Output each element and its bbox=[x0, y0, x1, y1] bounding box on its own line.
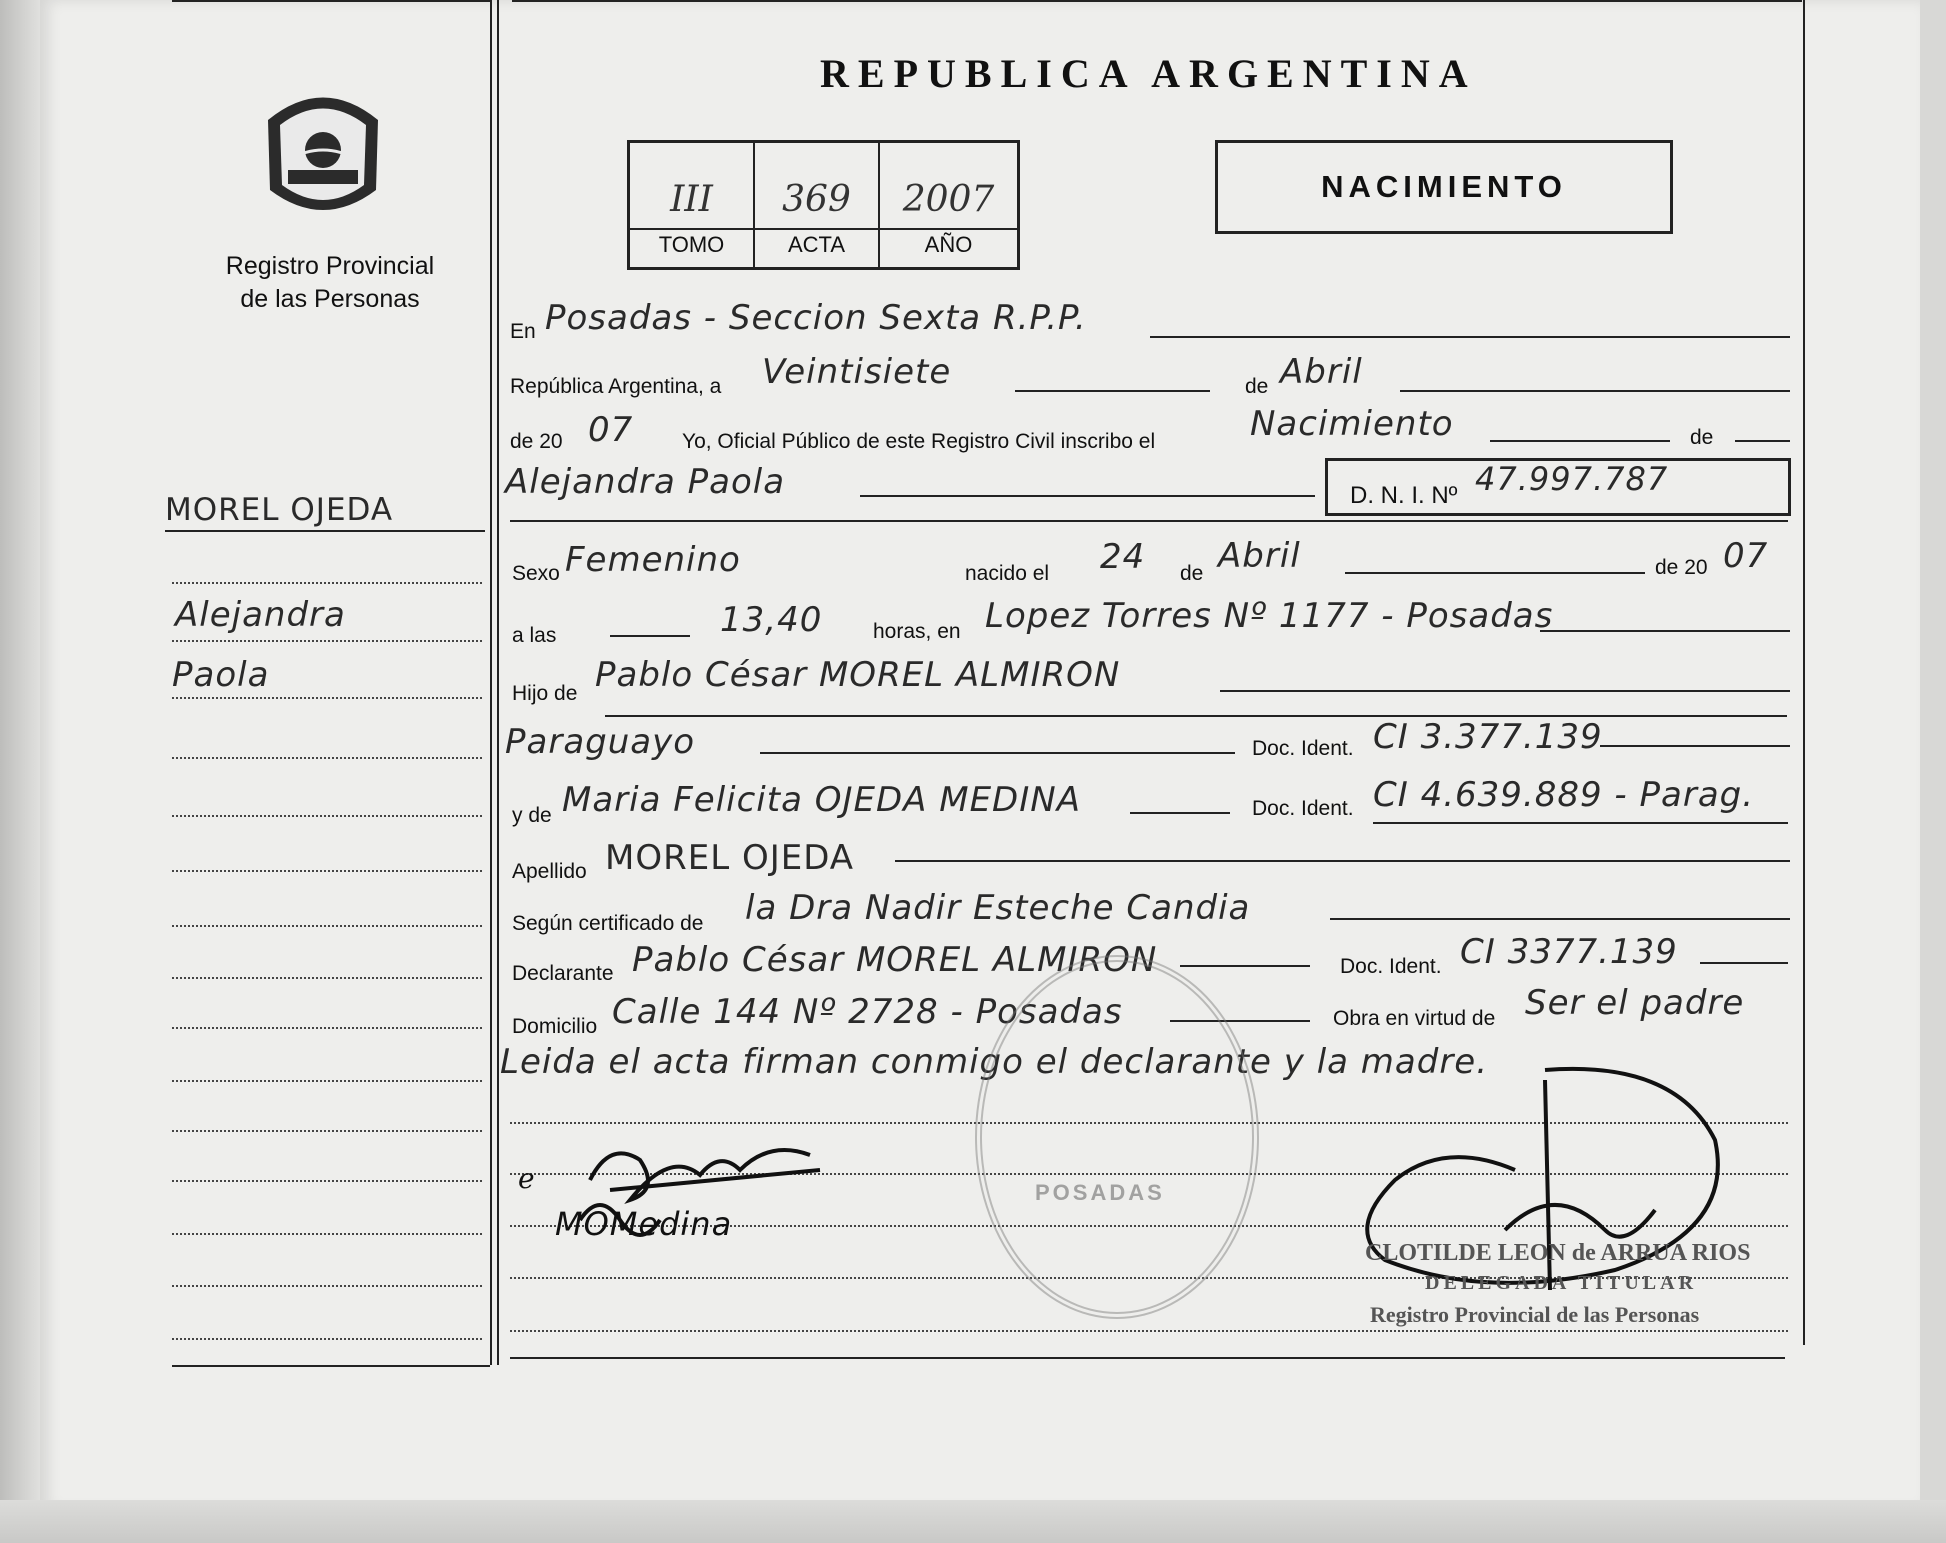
dni-label: D. N. I. Nº bbox=[1350, 482, 1458, 509]
line-8b-rule bbox=[1600, 745, 1790, 747]
margin-dotline bbox=[172, 870, 482, 872]
anio-label: AÑO bbox=[924, 232, 973, 257]
blank-dotline bbox=[510, 1330, 1788, 1332]
margin-top-rule bbox=[172, 0, 490, 2]
line-6a-rule bbox=[610, 635, 690, 637]
acta-label: ACTA bbox=[787, 232, 846, 257]
doc-label-3: Doc. Ident. bbox=[1340, 955, 1442, 978]
titular-role: DELEGADA TITULAR bbox=[1425, 1272, 1698, 1294]
declarante-value: Pablo César MOREL ALMIRON bbox=[632, 940, 1158, 980]
tomo-cell bbox=[630, 143, 755, 267]
document-title: REPUBLICA ARGENTINA bbox=[820, 51, 1477, 96]
line-12a-rule bbox=[1180, 965, 1310, 967]
titular-name: CLOTILDE LEON de ARRUA RIOS bbox=[1365, 1240, 1751, 1266]
leida-text: Leida el acta firman conmigo el declarante y la madre. bbox=[500, 1042, 1489, 1082]
lugar-value: Lopez Torres Nº 1177 - Posadas bbox=[985, 596, 1554, 636]
margin-dotline bbox=[172, 1027, 482, 1029]
margin-dotline bbox=[172, 977, 482, 979]
en-value: Posadas - Seccion Sexta R.P.P. bbox=[545, 298, 1087, 338]
sexo-value: Femenino bbox=[565, 540, 741, 580]
de-label-2: de bbox=[1690, 426, 1714, 449]
margin-given-1: Alejandra bbox=[175, 595, 346, 635]
acta-value: 369 bbox=[782, 179, 851, 220]
line-2a-rule bbox=[1015, 390, 1210, 392]
segun-label: Según certificado de bbox=[512, 912, 704, 935]
margin-bottom-rule bbox=[172, 1365, 490, 1367]
de-label: de bbox=[1245, 375, 1269, 398]
titular-registry: Registro Provincial de las Personas bbox=[1370, 1302, 1700, 1327]
line-3a-rule bbox=[1490, 440, 1670, 442]
line-7-rule bbox=[1220, 690, 1790, 692]
registry-line1: Registro Provincial bbox=[225, 252, 435, 280]
obra-label: Obra en virtud de bbox=[1333, 1007, 1496, 1030]
page-bottom-edge bbox=[0, 1500, 1946, 1543]
line-3b-rule bbox=[1735, 440, 1790, 442]
nombre-value: Alejandra Paola bbox=[505, 462, 786, 502]
line-10-rule bbox=[895, 860, 1790, 862]
declarante-doc: CI 3377.139 bbox=[1460, 932, 1678, 972]
margin-divider-left bbox=[490, 0, 492, 1365]
hijo-label: Hijo de bbox=[512, 682, 578, 705]
line-9a-rule bbox=[1130, 812, 1230, 814]
line-11-rule bbox=[1330, 918, 1790, 920]
margin-dotline bbox=[172, 757, 482, 759]
declarante-label: Declarante bbox=[512, 962, 614, 985]
stamp-city: POSADAS bbox=[1035, 1180, 1165, 1205]
margin-dotline bbox=[172, 815, 482, 817]
line-1-rule bbox=[1150, 336, 1790, 338]
domicilio-label: Domicilio bbox=[512, 1015, 598, 1038]
margin-dotline bbox=[172, 1233, 482, 1235]
month: Abril bbox=[1280, 352, 1363, 392]
registry-line2: de las Personas bbox=[240, 285, 420, 313]
horas-label: horas, en bbox=[873, 620, 961, 643]
alas-label: a las bbox=[512, 624, 557, 647]
day-words: Veintisiete bbox=[762, 352, 952, 392]
sexo-label: Sexo bbox=[512, 562, 560, 585]
obra-value: Ser el padre bbox=[1525, 983, 1745, 1023]
margin-dotline bbox=[172, 1080, 482, 1082]
madre-doc: CI 4.639.889 - Parag. bbox=[1373, 775, 1755, 815]
nacido-day: 24 bbox=[1100, 537, 1146, 577]
republica-label: República Argentina, a bbox=[510, 375, 722, 398]
doc-label: Doc. Ident. bbox=[1252, 737, 1354, 760]
book-binding bbox=[0, 0, 42, 1543]
year-suffix: 07 bbox=[588, 410, 634, 450]
margin-dotline bbox=[172, 640, 482, 642]
nacido-year: 07 bbox=[1723, 536, 1769, 576]
anio-cell bbox=[880, 143, 1017, 267]
line-4b-rule bbox=[510, 520, 1788, 522]
margin-dotline bbox=[172, 1285, 482, 1287]
registry-name bbox=[180, 250, 480, 316]
line-2b-rule bbox=[1400, 390, 1790, 392]
line-8-rule bbox=[760, 752, 1235, 754]
segun-value: la Dra Nadir Esteche Candia bbox=[745, 888, 1251, 928]
right-border bbox=[1803, 0, 1805, 1345]
margin-given-2: Paola bbox=[172, 655, 270, 695]
anio-value: 2007 bbox=[902, 179, 995, 220]
e-mark: e bbox=[518, 1162, 535, 1195]
acta-reference-table bbox=[627, 140, 1020, 270]
padre-nacionalidad: Paraguayo bbox=[505, 722, 696, 762]
margin-dotline bbox=[172, 1338, 482, 1340]
apellido-label: Apellido bbox=[512, 860, 587, 883]
line-7b-rule bbox=[605, 715, 1787, 717]
dni-value: 47.997.787 bbox=[1475, 460, 1669, 498]
madre-signature: MOMedina bbox=[555, 1205, 733, 1243]
margin-surname-rule bbox=[165, 530, 485, 532]
yde-label: y de bbox=[512, 804, 552, 827]
de20-label-2: de 20 bbox=[1655, 556, 1708, 579]
margin-divider-right bbox=[497, 0, 499, 1365]
apellido-value: MOREL OJEDA bbox=[605, 838, 855, 878]
line-9b-rule bbox=[1373, 822, 1788, 824]
line-4-rule bbox=[860, 495, 1315, 497]
provincial-seal-icon bbox=[258, 80, 388, 230]
inscribo-value: Nacimiento bbox=[1250, 404, 1454, 444]
official-stamp-icon bbox=[975, 955, 1259, 1319]
margin-dotline bbox=[172, 582, 482, 584]
hora-value: 13,40 bbox=[720, 600, 823, 640]
en-label: En bbox=[510, 320, 536, 343]
domicilio-value: Calle 144 Nº 2728 - Posadas bbox=[612, 992, 1123, 1032]
yo-label: Yo, Oficial Público de este Registro Civil inscribo el bbox=[682, 430, 1156, 453]
line-6b-rule bbox=[1540, 630, 1790, 632]
doc-label-2: Doc. Ident. bbox=[1252, 797, 1354, 820]
main-bottom-rule bbox=[510, 1357, 1785, 1359]
margin-dotline bbox=[172, 697, 482, 699]
padre-doc: CI 3.377.139 bbox=[1373, 717, 1603, 757]
nacido-month: Abril bbox=[1218, 536, 1301, 576]
line-5-rule bbox=[1345, 572, 1645, 574]
line-12b-rule bbox=[1700, 962, 1788, 964]
margin-dotline bbox=[172, 1130, 482, 1132]
tomo-value: III bbox=[670, 179, 713, 220]
nacido-label: nacido el bbox=[965, 562, 1050, 585]
de-label-3: de bbox=[1180, 562, 1204, 585]
padre-value: Pablo César MOREL ALMIRON bbox=[595, 655, 1121, 695]
margin-dotline bbox=[172, 925, 482, 927]
madre-value: Maria Felicita OJEDA MEDINA bbox=[562, 780, 1081, 820]
de20-label: de 20 bbox=[510, 430, 563, 453]
margin-dotline bbox=[172, 1180, 482, 1182]
main-top-rule bbox=[512, 0, 1802, 2]
tomo-label: TOMO bbox=[658, 232, 725, 257]
act-type-box: NACIMIENTO bbox=[1215, 140, 1673, 234]
margin-surname: MOREL OJEDA bbox=[165, 492, 394, 528]
acta-cell bbox=[755, 143, 880, 267]
